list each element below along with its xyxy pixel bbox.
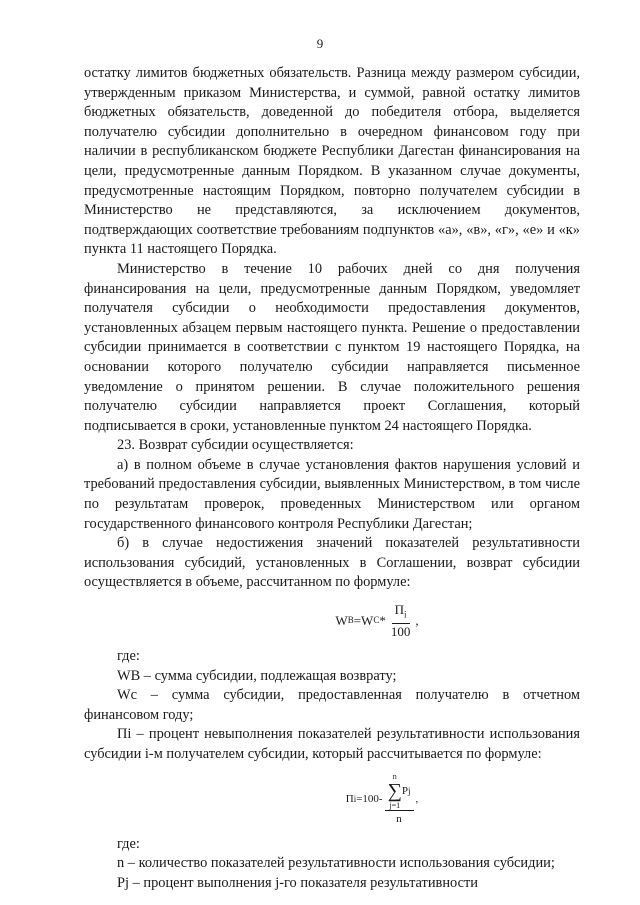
formula1-numerator: П bbox=[394, 602, 405, 618]
formula1-fraction bbox=[388, 602, 414, 640]
formula2-sum bbox=[388, 772, 402, 810]
formula1-denominator: 100 bbox=[390, 623, 411, 639]
formula1-mult: * bbox=[379, 613, 386, 629]
formula-nonfulfillment-percent bbox=[84, 767, 580, 833]
formula1-tail: , bbox=[415, 613, 419, 629]
paragraph-where-1: где: bbox=[117, 648, 140, 665]
definition-wc: Wc – сумма субсидии, предоставленная получателю в отчетном финансовом году; bbox=[84, 687, 580, 723]
formula2-eq: =100- bbox=[356, 792, 383, 805]
formula1-eq: =W bbox=[353, 613, 374, 629]
formula1-lhs: W bbox=[335, 613, 348, 629]
formula2-sum-bottom: j=1 bbox=[389, 801, 401, 811]
formula2-lhs: П bbox=[345, 792, 354, 805]
paragraph-23a: а) в полном объеме в случае установления фактов нарушения условий и требований предоставления субсидии, выявленных Министерством, в том числе по результатам проверок, проведенных Министерством или органом государственного финансового контроля Республики Дагестан; bbox=[84, 456, 580, 532]
formula2-denominator: n bbox=[396, 813, 402, 826]
paragraph-23-heading: 23. Возврат субсидии осуществляется: bbox=[117, 437, 354, 454]
paragraph-where-2: где: bbox=[117, 835, 140, 852]
formula2-term: P bbox=[401, 785, 408, 798]
paragraph-remaining-limits: остатку лимитов бюджетных обязательств. Разница между размером субсидии, утвержденным приказом Министерства, и суммой, равной остатку лимитов бюджетных обязательств, доведенной до победителя отбора, выделяется получателю субсидии дополнительно в очередном финансовом году при наличии в республиканском бюджете Республики Дагестан финансирования на цели, предусмотренные данным Порядком. В указанном случае документы, предусмотренные настоящим Порядком, повторно получателем субсидии в Министерство не представляются, за исключением документов, подтверждающих соответствие требованиям подпунктов «а», «в», «г», «е» и «к» пункта 11 настоящего Порядка. bbox=[84, 65, 580, 258]
document-body bbox=[84, 64, 580, 893]
formula2-term-sub: j bbox=[407, 786, 411, 797]
paragraph-23b: б) в случае недостижения значений показателей результативности использования субсидий, установленных в Соглашении, возврат субсидии осуществляется в объеме, рассчитанном по формуле: bbox=[84, 535, 580, 591]
definition-pj: Pj – процент выполнения j-го показателя результативности bbox=[117, 874, 478, 891]
definition-wb: WВ – сумма субсидии, подлежащая возврату; bbox=[117, 667, 397, 684]
paragraph-ministry-notification: Министерство в течение 10 рабочих дней со дня получения финансирования на цели, предусмотренные данным Порядком, уведомляет получателя субсидии о необходимости предоставления документов, установленных абзацем первым настоящего пункта. Решение о предоставлении субсидии принимается в соответствии с пунктом 19 настоящего Порядка, на основании которого получателю субсидии направляется письменное уведомление о принятом решении. В случае положительного решения получателю субсидии направляется проект Соглашения, который подписывается в сроки, установленные пунктом 24 настоящего Порядка. bbox=[84, 260, 580, 434]
page-number: 9 bbox=[316, 36, 324, 51]
formula1-numerator-sub: i bbox=[404, 609, 407, 620]
formula2-fraction bbox=[385, 772, 414, 827]
formula2-lhs-sub: i bbox=[353, 793, 357, 804]
formula-return-amount bbox=[84, 599, 580, 643]
formula2-sum-sign: ∑ bbox=[387, 780, 402, 803]
definition-pi: Пi – процент невыполнения показателей результативности использования субсидии i-м получателем субсидии, который рассчитывается по формуле: bbox=[84, 726, 580, 762]
definition-n: n – количество показателей результативности использования субсидии; bbox=[117, 855, 555, 872]
formula2-sum-top: n bbox=[392, 772, 397, 782]
formula2-tail: , bbox=[415, 792, 419, 805]
formula1-rhs-sub: С bbox=[373, 615, 380, 626]
formula1-lhs-sub: В bbox=[347, 615, 354, 626]
